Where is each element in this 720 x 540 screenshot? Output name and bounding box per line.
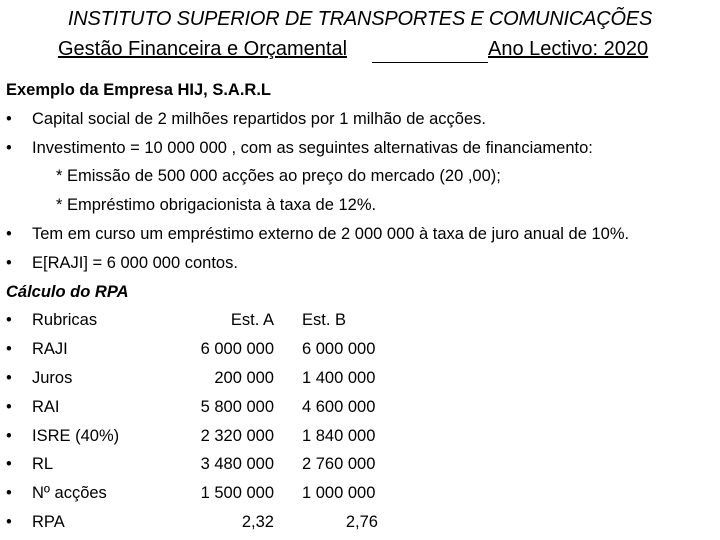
- est-a-value: 5 800 000: [200, 397, 274, 416]
- table-row: [6, 335, 716, 364]
- est-a-value: 2,32: [241, 512, 274, 531]
- list-item: [6, 134, 716, 163]
- slide-body: [6, 76, 716, 537]
- list-item-text: E[RAJI] = 6 000 000 contos.: [32, 253, 238, 272]
- bullet-icon: •: [6, 397, 12, 416]
- est-b-value: 6 000 000: [302, 340, 376, 359]
- example-heading: [6, 76, 716, 105]
- sub-list-item-text: * Emissão de 500 000 acções ao preço do mercado (20 ,00);: [56, 167, 501, 186]
- est-a-value: 6 000 000: [200, 340, 274, 359]
- row-label: Nº acções: [32, 484, 107, 503]
- est-b-value: Est. B: [302, 311, 347, 330]
- est-a-value: 200 000: [214, 368, 274, 387]
- est-a-value: 2 320 000: [200, 426, 274, 445]
- example-heading-text: Exemplo da Empresa HIJ, S.A.R.L: [6, 81, 271, 99]
- row-label: Juros: [32, 368, 73, 387]
- row-label: ISRE (40%): [32, 426, 120, 445]
- bullet-icon: •: [6, 512, 12, 531]
- table-row: [6, 450, 716, 479]
- sub-list-item-text: * Empréstimo obrigacionista à taxa de 12%.: [56, 196, 377, 215]
- bullet-icon: •: [6, 340, 12, 359]
- est-a-value: Est. A: [230, 311, 274, 330]
- est-b-value: 2 760 000: [302, 455, 376, 474]
- bullet-icon: •: [6, 484, 12, 503]
- bullet-icon: •: [6, 368, 12, 387]
- list-item: [6, 105, 716, 134]
- row-label: RPA: [32, 512, 65, 531]
- institution-title: INSTITUTO SUPERIOR DE TRANSPORTES E COMUNICAÇÕES: [67, 8, 653, 30]
- est-a-value: 3 480 000: [200, 455, 274, 474]
- row-label: RL: [32, 455, 54, 474]
- est-b-value: 1 400 000: [302, 368, 376, 387]
- list-item: [6, 220, 716, 249]
- academic-year: Ano Lectivo: 2020: [488, 38, 649, 60]
- list-item: [6, 249, 716, 278]
- rpa-heading: [6, 278, 716, 307]
- est-b-value: 2,76: [345, 512, 378, 531]
- row-label: RAI: [32, 397, 60, 416]
- est-b-value: 4 600 000: [302, 397, 376, 416]
- bullet-icon: •: [6, 253, 12, 272]
- title-underline: [372, 62, 488, 63]
- bullet-icon: •: [6, 109, 12, 128]
- table-row: [6, 508, 716, 537]
- bullet-icon: •: [6, 138, 12, 157]
- table-row: [6, 479, 716, 508]
- sub-list-item: [6, 162, 716, 191]
- bullet-icon: •: [6, 311, 12, 330]
- sub-list-item: [6, 191, 716, 220]
- bullet-icon: •: [6, 224, 12, 243]
- est-a-value: 1 500 000: [200, 484, 274, 503]
- table-row: [6, 306, 716, 335]
- course-title: Gestão Financeira e Orçamental: [58, 38, 348, 60]
- table-row: [6, 364, 716, 393]
- bullet-icon: •: [6, 426, 12, 445]
- row-label: RAJI: [32, 340, 68, 359]
- list-item-text: Investimento = 10 000 000 , com as seguintes alternativas de financiamento:: [32, 138, 593, 157]
- bullet-icon: •: [6, 455, 12, 474]
- row-label: Rubricas: [32, 311, 98, 330]
- table-row: [6, 393, 716, 422]
- list-item-text: Tem em curso um empréstimo externo de 2 000 000 à taxa de juro anual de 10%.: [32, 224, 630, 243]
- table-row: [6, 422, 716, 451]
- est-b-value: 1 840 000: [302, 426, 376, 445]
- list-item-text: Capital social de 2 milhões repartidos por 1 milhão de acções.: [32, 109, 486, 128]
- est-b-value: 1 000 000: [302, 484, 376, 503]
- rpa-heading-text: Cálculo do RPA: [6, 282, 129, 301]
